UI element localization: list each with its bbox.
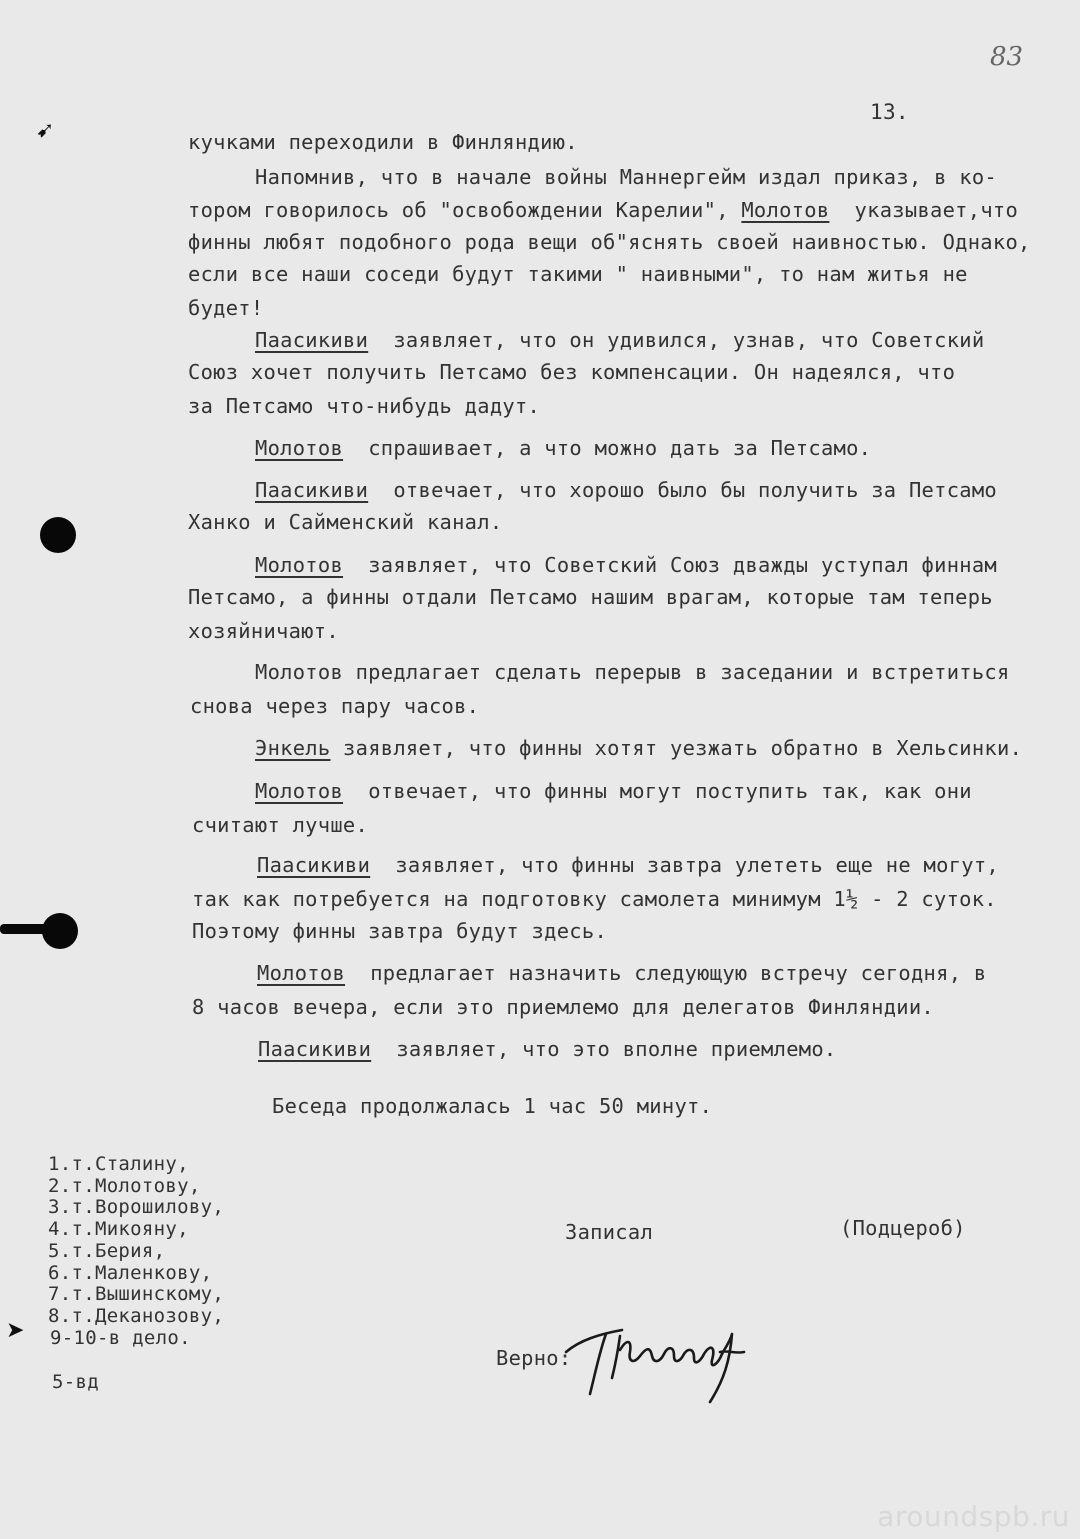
body-line (257, 961, 986, 985)
speaker-name: Молотов (255, 436, 344, 460)
body-text: Союз хочет получить Петсамо без компенсации. Он надеялся, что (188, 360, 956, 384)
body-line (188, 360, 955, 384)
body-text: Беседа продолжалась 1 час 50 минут. (272, 1094, 713, 1118)
body-line (188, 585, 993, 609)
speaker-name: Молотов (257, 961, 346, 985)
distribution-item: 3.т.Ворошилову, (48, 1196, 225, 1219)
body-text: тором говорилось об "освобождении Карелии", (188, 198, 742, 222)
body-text: кучками переходили в Финляндию. (188, 130, 578, 154)
body-line (188, 394, 540, 418)
distribution-item: 2.т.Молотову, (48, 1174, 201, 1197)
body-line (255, 478, 997, 502)
body-line (188, 619, 339, 643)
distribution-item: 7.т.Вышинскому, (48, 1283, 225, 1306)
margin-mark-top-icon: ➹ (36, 118, 55, 143)
certified-label: Верно: (496, 1346, 572, 1370)
body-line (192, 887, 997, 911)
body-line (188, 296, 263, 320)
body-text: заявляет, что финны завтра улететь еще не могут, (370, 853, 999, 877)
body-text: за Петсамо что-нибудь дадут. (188, 394, 541, 418)
body-line (255, 165, 997, 189)
punch-hole-top (40, 517, 76, 553)
speaker-name: Паасикиви (257, 853, 371, 877)
body-text: 8 часов вечера, если это приемлемо для делегатов Финляндии. (192, 995, 934, 1019)
distribution-item: 8.т.Деканозову, (48, 1304, 225, 1327)
body-text: Молотов предлагает сделать перерыв в заседании и встретиться (255, 660, 1010, 684)
distribution-item: 9-10-в дело. (50, 1326, 191, 1349)
body-line (188, 262, 968, 286)
speaker-name: Молотов (741, 198, 830, 222)
body-text: заявляет, что это вполне приемлемо. (371, 1037, 837, 1061)
body-text: финны любят подобного рода вещи об"яснять своей наивностью. Однако, (188, 230, 1031, 254)
body-text: считают лучше. (192, 813, 369, 837)
body-text: Напомнив, что в начале войны Маннергейм издал приказ, в ко- (255, 165, 997, 189)
body-line (188, 198, 1018, 222)
distribution-item: 1.т.Сталину, (48, 1153, 189, 1175)
body-text: спрашивает, а что можно дать за Петсамо. (343, 436, 872, 460)
body-text: заявляет, что финны хотят уезжать обратно в Хельсинки. (330, 736, 1023, 760)
distribution-item: 6.т.Маленкову, (48, 1261, 213, 1284)
copies-note: 5-вд (52, 1371, 99, 1393)
body-text: будет! (188, 296, 264, 320)
body-line (272, 1094, 712, 1118)
archive-folio-number: 83 (990, 42, 1024, 72)
body-text: заявляет, что Советский Союз дважды уступал финнам (343, 553, 998, 577)
body-text: Петсамо, а финны отдали Петсамо нашим врагам, которые там теперь (188, 585, 993, 609)
body-line (255, 436, 871, 460)
body-text: указывает,что (829, 198, 1019, 222)
body-line (188, 130, 578, 154)
body-text: Поэтому финны завтра будут здесь. (192, 919, 608, 943)
body-line (255, 660, 1010, 684)
recorded-label: Записал (565, 1220, 654, 1244)
body-line (255, 328, 984, 352)
speaker-name: Паасикиви (258, 1037, 372, 1061)
body-text: заявляет, что он удивился, узнав, что Советский (368, 328, 985, 352)
speaker-name: Молотов (255, 779, 344, 803)
body-text: отвечает, что хорошо было бы получить за Петсамо (368, 478, 997, 502)
distribution-item: 5.т.Берия, (48, 1239, 166, 1262)
body-line (192, 813, 368, 837)
body-text: хозяйничают. (188, 619, 339, 643)
body-line (255, 736, 1022, 760)
margin-mark-bottom-icon: ➤ (6, 1318, 25, 1343)
body-line (192, 919, 607, 943)
distribution-item: 4.т.Микояну, (48, 1218, 189, 1241)
handwritten-signature (560, 1290, 760, 1410)
body-text: Ханко и Сайменский канал. (188, 510, 503, 534)
body-text: отвечает, что финны могут поступить так, как они (343, 779, 972, 803)
speaker-name: Паасикиви (255, 478, 369, 502)
speaker-name: Энкель (255, 736, 331, 760)
body-line (188, 510, 502, 534)
watermark-text: aroundspb.ru (877, 1500, 1070, 1533)
body-text: если все наши соседи будут такими " наивными", то нам житья не (188, 262, 968, 286)
speaker-name: Паасикиви (255, 328, 369, 352)
recorder-name: (Подцероб) (840, 1216, 966, 1240)
body-text: предлагает назначить следующую встречу сегодня, в (345, 961, 987, 985)
body-line (190, 694, 479, 718)
body-text: так как потребуется на подготовку самолета минимум 1½ - 2 суток. (192, 887, 997, 911)
punch-hole-bottom-tail (0, 924, 50, 934)
body-line (188, 230, 1031, 254)
page-number: 13. (870, 100, 909, 124)
body-line (192, 995, 934, 1019)
body-text: снова через пару часов. (190, 694, 480, 718)
body-line (258, 1037, 837, 1061)
body-line (255, 779, 972, 803)
speaker-name: Молотов (255, 553, 344, 577)
body-line (257, 853, 999, 877)
body-line (255, 553, 997, 577)
